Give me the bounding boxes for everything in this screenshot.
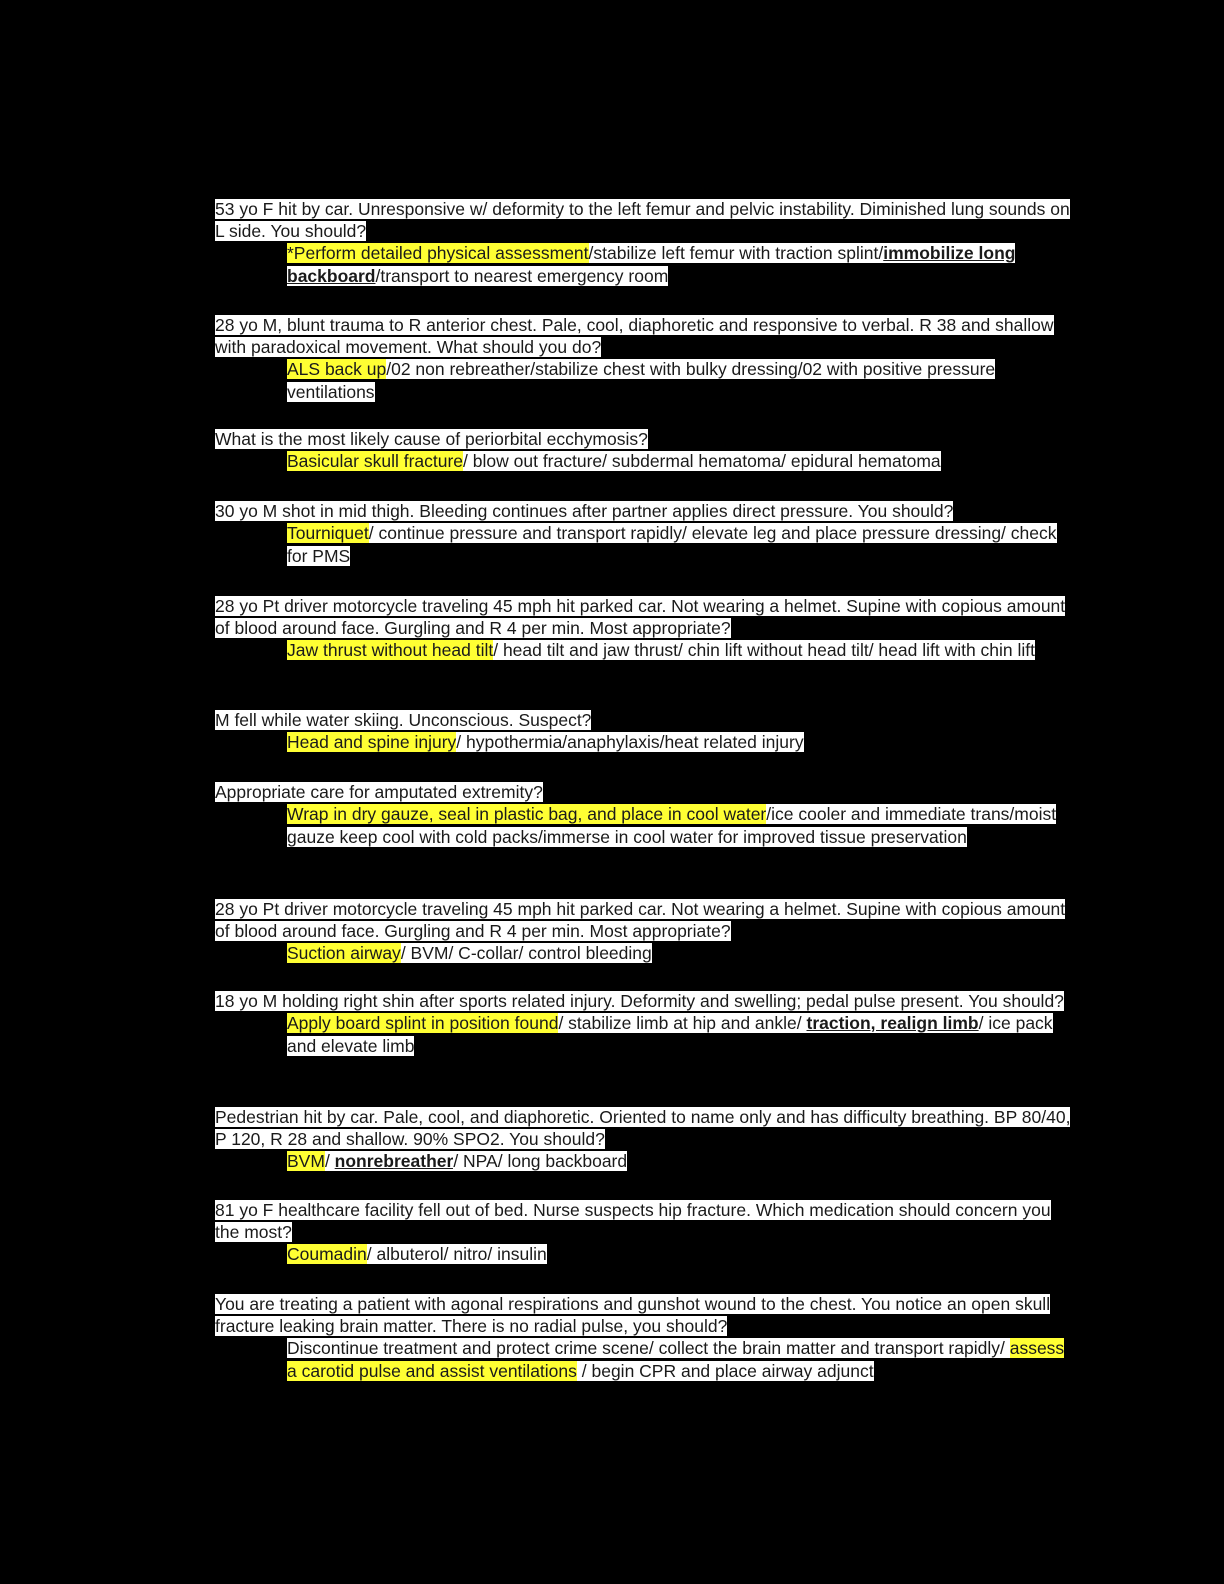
answer-choices bbox=[287, 942, 1075, 965]
question-item-11 bbox=[215, 1199, 1075, 1266]
question-item-2 bbox=[215, 314, 1075, 404]
question-item-7 bbox=[215, 781, 1075, 849]
question-item-6 bbox=[215, 709, 804, 754]
question-text: Appropriate care for amputated extremity? bbox=[215, 782, 543, 802]
answer-option-bold: nonrebreather bbox=[334, 1151, 454, 1171]
correct-answer: Tourniquet bbox=[287, 523, 369, 543]
question-item-9 bbox=[215, 990, 1075, 1058]
answer-option: / blow out fracture/ subdermal hematoma/ epidural hematoma bbox=[463, 451, 941, 471]
question-text: 18 yo M holding right shin after sports related injury. Deformity and swelling; pedal pulse present. You should? bbox=[215, 991, 1064, 1011]
answer-choices bbox=[287, 522, 1075, 568]
question-item-3 bbox=[215, 428, 941, 473]
correct-answer: *Perform detailed physical assessment bbox=[287, 243, 589, 263]
question-item-1 bbox=[215, 198, 1075, 288]
correct-answer: Basicular skull fracture bbox=[287, 451, 464, 471]
question-item-5 bbox=[215, 595, 1075, 662]
answer-option: / hypothermia/anaphylaxis/heat related injury bbox=[456, 732, 804, 752]
question-text: 28 yo Pt driver motorcycle traveling 45 mph hit parked car. Not wearing a helmet. Supine with copious amount of blood around face. Gurgling and R 4 per min. Most appropriate? bbox=[215, 899, 1066, 941]
question-text: 28 yo Pt driver motorcycle traveling 45 mph hit parked car. Not wearing a helmet. Supine with copious amount of blood around face. Gurgling and R 4 per min. Most appropriate? bbox=[215, 596, 1066, 638]
answer-choices bbox=[287, 1337, 1075, 1383]
answer-choices bbox=[287, 450, 941, 473]
correct-answer: ALS back up bbox=[287, 359, 387, 379]
answer-choices bbox=[287, 242, 1075, 288]
answer-choices bbox=[287, 803, 1075, 849]
question-text: 30 yo M shot in mid thigh. Bleeding continues after partner applies direct pressure. You should? bbox=[215, 501, 954, 521]
answer-option: /stabilize left femur with traction splint/ bbox=[588, 243, 884, 263]
answer-choices bbox=[287, 1243, 1075, 1266]
answer-choices bbox=[287, 358, 1075, 404]
correct-answer: BVM bbox=[287, 1151, 325, 1171]
answer-option-bold: traction, realign limb bbox=[806, 1013, 979, 1033]
question-text: 53 yo F hit by car. Unresponsive w/ deformity to the left femur and pelvic instability. Diminished lung sounds on L side. You should? bbox=[215, 199, 1070, 241]
correct-answer: Suction airway bbox=[287, 943, 401, 963]
answer-option-bold: immobilize long backboard bbox=[287, 243, 1016, 286]
answer-option: / stabilize limb at hip and ankle/ bbox=[558, 1013, 807, 1033]
answer-choices bbox=[287, 1012, 1075, 1058]
question-text: M fell while water skiing. Unconscious. Suspect? bbox=[215, 710, 592, 730]
answer-option: / albuterol/ nitro/ insulin bbox=[366, 1244, 547, 1264]
answer-option: /02 non rebreather/stabilize chest with bulky dressing/02 with positive pressure ventilations bbox=[287, 359, 996, 402]
answer-option: / head tilt and jaw thrust/ chin lift without head tilt/ head lift with chin lift bbox=[493, 640, 1036, 660]
question-item-12 bbox=[215, 1293, 1075, 1383]
answer-choices bbox=[287, 1150, 1075, 1173]
question-text: 28 yo M, blunt trauma to R anterior chest. Pale, cool, diaphoretic and responsive to verbal. R 38 and shallow with paradoxical movement. What should you do? bbox=[215, 315, 1054, 357]
answer-choices bbox=[287, 639, 1075, 662]
correct-answer: Coumadin bbox=[287, 1244, 367, 1264]
correct-answer: Apply board splint in position found bbox=[287, 1013, 559, 1033]
correct-answer: assess a carotid pulse and assist ventilations bbox=[287, 1338, 1065, 1381]
answer-option: / begin CPR and place airway adjunct bbox=[576, 1361, 874, 1381]
correct-answer: Wrap in dry gauze, seal in plastic bag, and place in cool water bbox=[287, 804, 767, 824]
question-item-8 bbox=[215, 898, 1075, 965]
correct-answer: Head and spine injury bbox=[287, 732, 457, 752]
answer-option: / NPA/ long backboard bbox=[453, 1151, 628, 1171]
question-text: You are treating a patient with agonal respirations and gunshot wound to the chest. You notice an open skull fracture leaking brain matter. There is no radial pulse, you should? bbox=[215, 1294, 1051, 1336]
question-text: Pedestrian hit by car. Pale, cool, and diaphoretic. Oriented to name only and has difficulty breathing. BP 80/40, P 120, R 28 and shallow. 90% SPO2. You should? bbox=[215, 1107, 1071, 1149]
question-text: What is the most likely cause of periorbital ecchymosis? bbox=[215, 429, 648, 449]
answer-option: / ice pack and elevate limb bbox=[287, 1013, 1053, 1056]
answer-option: Discontinue treatment and protect crime scene/ collect the brain matter and transport rapidly/ bbox=[287, 1338, 1010, 1358]
answer-option: / continue pressure and transport rapidly/ elevate leg and place pressure dressing/ check for PMS bbox=[287, 523, 1057, 566]
answer-option: /ice cooler and immediate trans/moist gauze keep cool with cold packs/immerse in cool water for improved tissue preservation bbox=[287, 804, 1057, 847]
correct-answer: Jaw thrust without head tilt bbox=[287, 640, 494, 660]
answer-option: / BVM/ C-collar/ control bleeding bbox=[400, 943, 652, 963]
answer-choices bbox=[287, 731, 804, 754]
answer-option: /transport to nearest emergency room bbox=[375, 266, 669, 286]
question-item-10 bbox=[215, 1106, 1075, 1173]
question-item-4 bbox=[215, 500, 1075, 568]
answer-option: / bbox=[324, 1151, 335, 1171]
question-text: 81 yo F healthcare facility fell out of bed. Nurse suspects hip fracture. Which medication should concern you the most? bbox=[215, 1200, 1051, 1242]
